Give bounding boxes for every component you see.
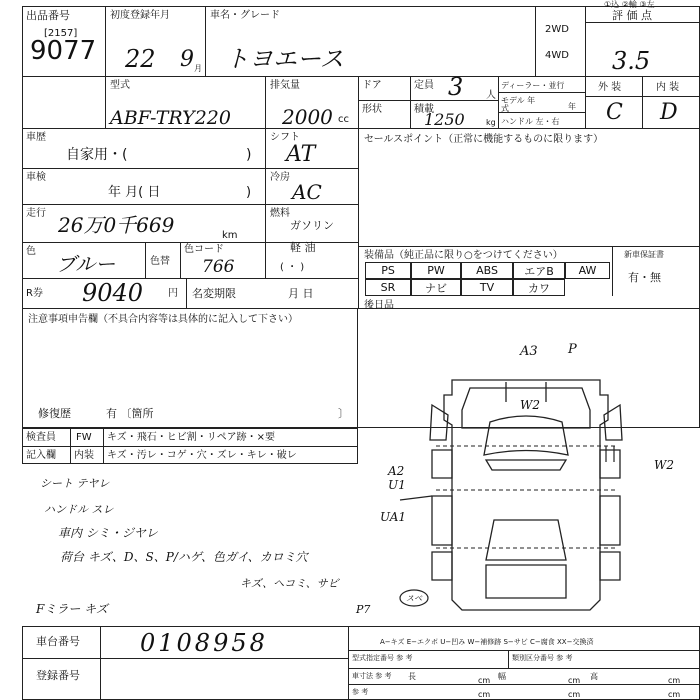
load-unit: kg (486, 118, 496, 127)
model-value: ABF-TRY220 (110, 107, 231, 129)
sales-point-label: セールスポイント（正常に機能するものに限ります） (364, 134, 604, 145)
car-name-value: トヨエース (225, 45, 344, 73)
lot-label: 出品番号 (26, 9, 70, 22)
repair-value: 有 〔箇所 (106, 407, 154, 420)
legend: A−キズ E−エクボ U−凹み W−補修跡 S−サビ C−腐食 XX−交換済 (380, 638, 594, 646)
color-code-value: 766 (202, 257, 235, 277)
equip-navi: ナビ (411, 279, 461, 296)
warranty-value: 有・無 (628, 271, 661, 284)
model-label: 型式 (110, 80, 130, 91)
color-value: ブルー (56, 252, 116, 276)
rating-value: 3.5 (612, 47, 651, 75)
recycle-label: R券 (26, 288, 43, 299)
exterior-value: C (606, 100, 623, 125)
interior-label: 内 装 (656, 82, 680, 93)
equip-airbag: エアB (513, 262, 565, 279)
repair-label: 修復歴 (38, 407, 71, 420)
fw-label: FW (76, 432, 92, 443)
capacity-unit: 人 (486, 90, 496, 101)
first-reg-month: 9 (180, 47, 194, 72)
post-date-label: 後日品 (364, 300, 394, 311)
lot-code: [2157] (44, 28, 78, 39)
color-code-label: 色コード (184, 244, 224, 255)
inspect-items-1: キズ・飛石・ヒビ割・リペア跡・×要 (107, 432, 275, 443)
note-line-5: キズ、ヘコミ、サビ (240, 577, 339, 590)
mileage-label: 走行 (26, 208, 46, 219)
color-change-label: 色替 (150, 256, 170, 267)
load-label: 積載 (414, 104, 434, 115)
lot-number: 9077 (30, 36, 97, 66)
inspection-value: 年 月( 日 (108, 185, 161, 200)
recycle-value: 9040 (82, 279, 144, 307)
drive-2wd: 2WD (545, 24, 569, 35)
displacement-label: 排気量 (270, 80, 300, 91)
name-change-label: 名変期限 (192, 287, 236, 300)
mileage-value: 26万0千669 (58, 213, 175, 237)
first-reg-value: 22 (125, 45, 156, 73)
equip-leather: カワ (513, 279, 565, 296)
aircon-label: 冷房 (270, 172, 290, 183)
mark-p: P (568, 342, 577, 357)
note-line-3: 車内 シミ・ジヤレ (58, 526, 158, 540)
entry-label: 記入欄 (26, 450, 56, 461)
cm-6: cm (668, 690, 681, 699)
inspect-items-2: キズ・汚レ・コゲ・穴・ズレ・キレ・破レ (107, 450, 297, 461)
first-reg-label: 初度登録年月 (110, 10, 170, 21)
shape-label: 形状 (362, 104, 382, 115)
height-label: 高 (590, 672, 598, 681)
history-label: 車歴 (26, 132, 46, 143)
inspector-label: 検査員 (26, 432, 56, 443)
width-label: 幅 (498, 672, 506, 681)
door-label: ドア (362, 80, 382, 91)
year-unit: 年 (568, 102, 576, 111)
history-value: 自家用・( (66, 147, 128, 163)
model-year-label: モデル 年式 (501, 96, 536, 113)
top-note: ①込 ②輸 ③左 (604, 0, 655, 9)
repair-close: 〕 (338, 407, 349, 420)
aircon-value: AC (292, 180, 322, 204)
equip-ps: PS (365, 262, 411, 279)
equip-tv: TV (461, 279, 513, 296)
inspection-close: ) (246, 185, 252, 200)
capacity-label: 定員 (414, 80, 434, 91)
handle-label: ハンドル 左・右 (501, 117, 560, 126)
mileage-unit: km (222, 230, 238, 241)
class-label: 類別区分番号 参 考 (512, 654, 573, 662)
car-name-label: 車名・グレード (210, 10, 280, 21)
cm-4: cm (478, 690, 491, 699)
chassis-value: 0108958 (140, 629, 268, 657)
fuel-diesel: 軽 油 (290, 241, 316, 254)
history-close: ) (246, 147, 252, 163)
recycle-unit: 円 (168, 288, 178, 299)
equip-aw: AW (565, 262, 610, 279)
exterior-label: 外 装 (598, 82, 622, 93)
note-line-6: Fミラー キズ (36, 602, 108, 616)
color-label: 色 (26, 246, 36, 257)
note-line-4: 荷台 キズ、D、S、P/ハゲ、色ガイ、カロミ穴 (60, 550, 308, 564)
equipment-label: 装備品（純正品に限り○をつけてください） (364, 250, 563, 261)
length-label: 長 (408, 672, 416, 681)
shift-label: シフト (270, 132, 300, 143)
note-line-1: シート テヤレ (40, 477, 110, 490)
cm-3: cm (668, 676, 681, 685)
equip-pw: PW (411, 262, 461, 279)
fuel-label: 燃料 (270, 208, 290, 219)
interior-value: D (660, 100, 678, 125)
reg-label: 登録番号 (36, 669, 80, 682)
cm-1: cm (478, 676, 491, 685)
mark-a3: A3 (520, 344, 538, 359)
fuel-other: ( ・ ) (280, 262, 305, 273)
displacement-unit: cc (338, 114, 349, 125)
rating-label: 評 価 点 (612, 9, 652, 22)
displacement-value: 2000 (282, 105, 333, 129)
mark-w2-side: W2 (654, 458, 674, 472)
mark-ua1: UA1 (380, 510, 407, 524)
cm-5: cm (568, 690, 581, 699)
shift-value: AT (286, 142, 316, 167)
cm-2: cm (568, 676, 581, 685)
name-change-value: 月 日 (288, 287, 314, 300)
capacity-value: 3 (448, 73, 464, 101)
note-line-2: ハンドル スレ (44, 503, 114, 516)
dealer-label: ディーラー・並行 (501, 81, 565, 90)
mark-p7: P7 (356, 603, 371, 616)
chassis-label: 車台番号 (36, 635, 80, 648)
mark-sube: スベ (406, 594, 422, 603)
caution-label: 注意事項申告欄（不具合内容等は具体的に記入して下さい） (28, 314, 298, 325)
drive-4wd: 4WD (545, 50, 569, 61)
ref-label: 参 考 (352, 688, 369, 696)
model-desig-label: 型式指定番号 参 考 (352, 654, 413, 662)
warranty-label: 新車保証書 (624, 250, 664, 259)
equip-sr: SR (365, 279, 411, 296)
size-label: 車寸法 参 考 (352, 672, 392, 680)
equip-abs: ABS (461, 262, 513, 279)
mark-w2-top: W2 (520, 398, 540, 412)
first-reg-month-unit: 月 (194, 64, 202, 73)
inspection-label: 車検 (26, 172, 46, 183)
load-value: 1250 (424, 110, 465, 129)
interior-short: 内装 (74, 450, 94, 461)
fuel-gasoline: ガソリン (290, 219, 334, 232)
mark-a2-u1: A2 U1 (388, 464, 406, 492)
